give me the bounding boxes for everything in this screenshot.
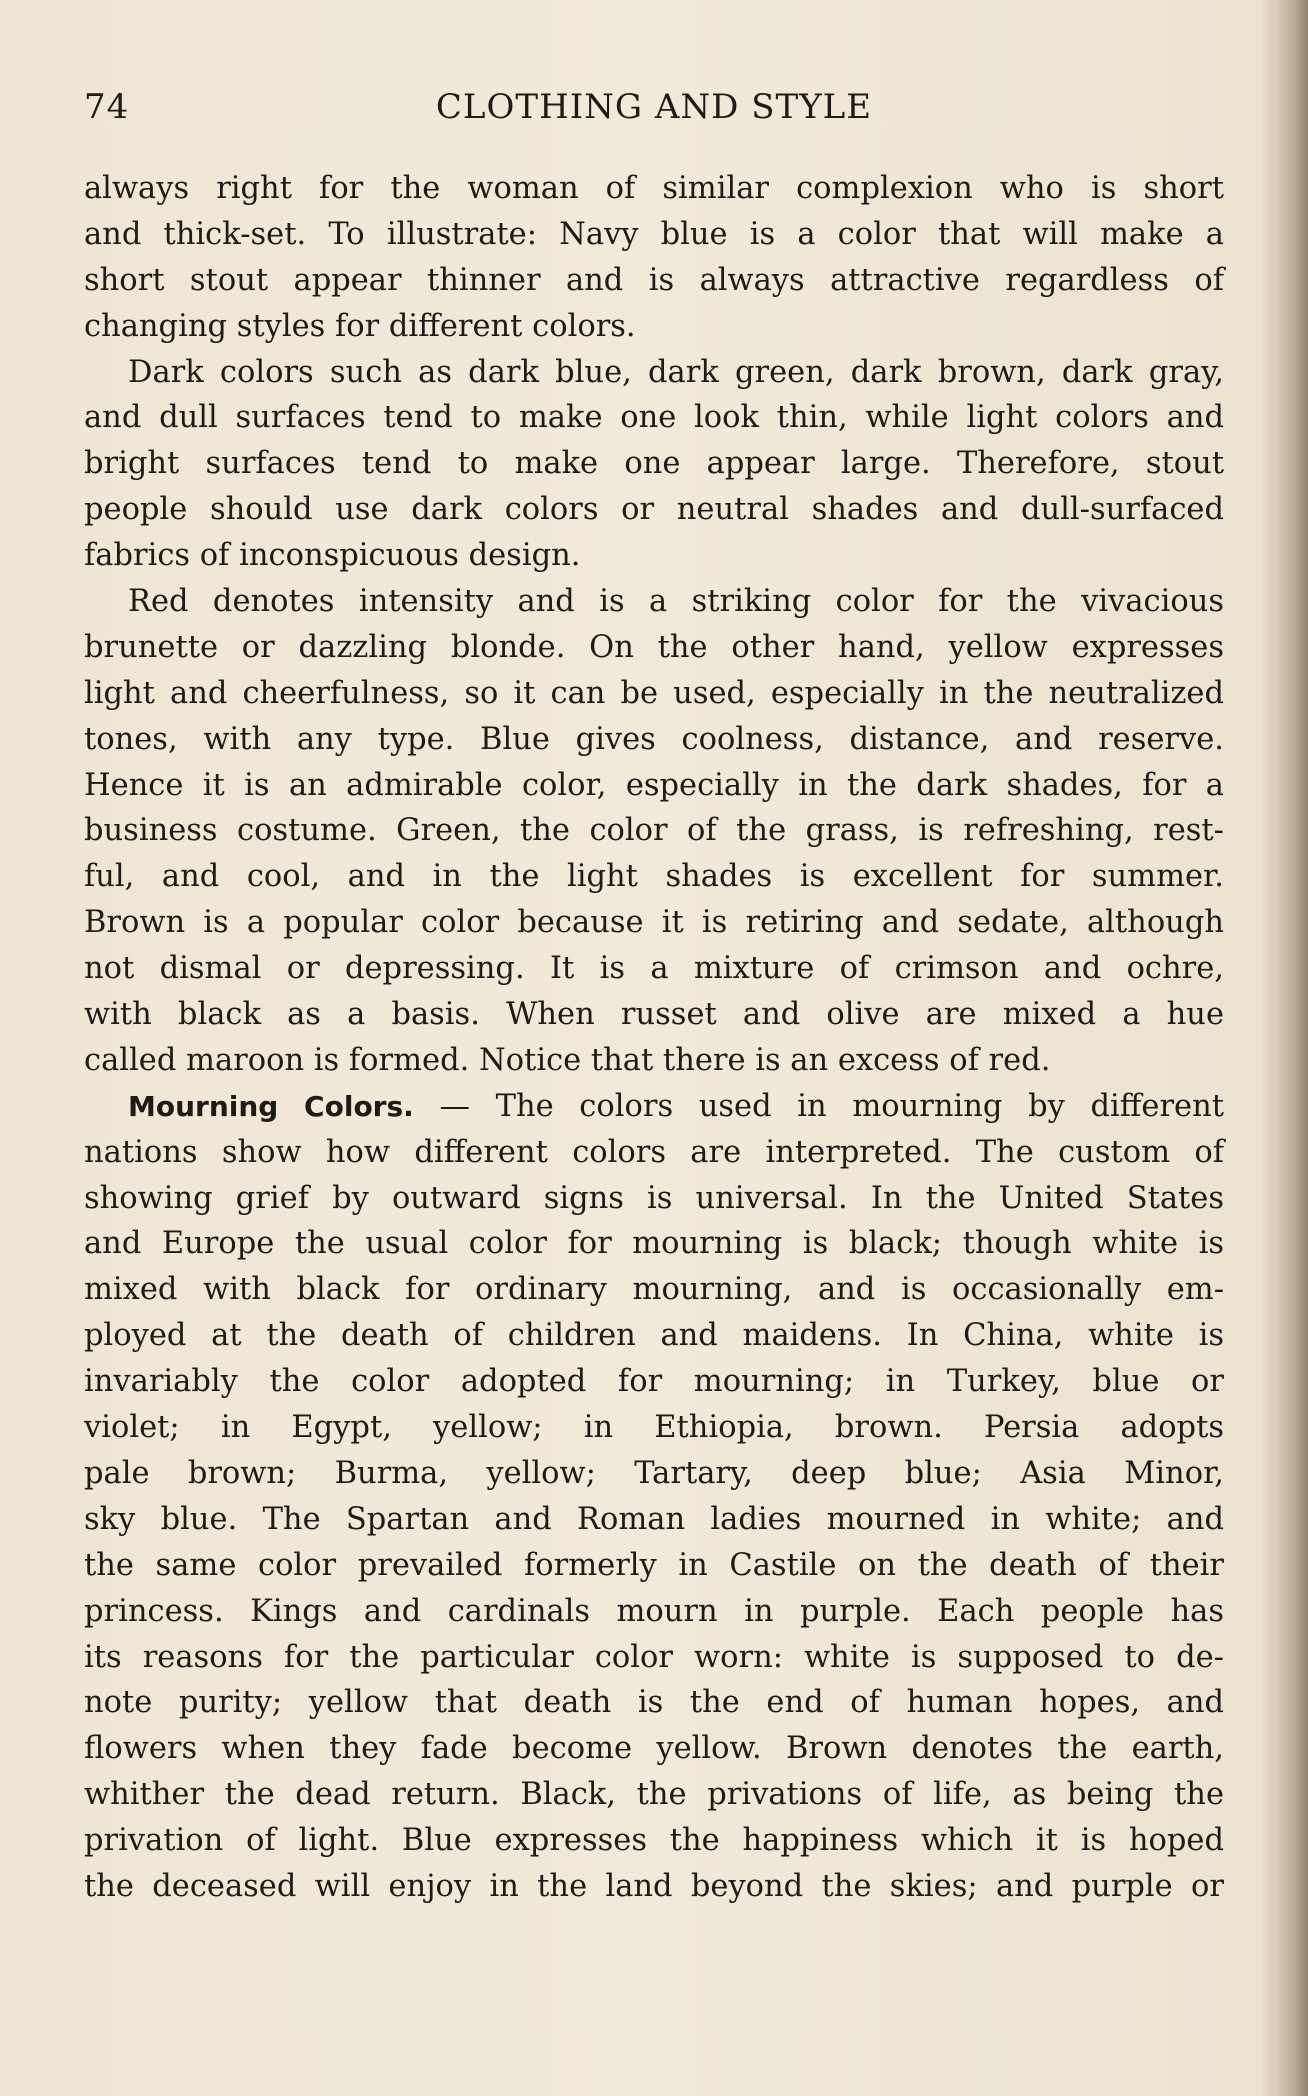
section-first-line bbox=[84, 1084, 1224, 1130]
text-line: called maroon is formed. Notice that there is an excess of red. bbox=[84, 1042, 1051, 1078]
section-heading: Mourning Colors. bbox=[128, 1089, 414, 1123]
text-line: changing styles for different colors. bbox=[84, 308, 636, 344]
text-line: showing grief by outward signs is universal. In the United States bbox=[84, 1180, 1224, 1216]
text-line: ful, and cool, and in the light shades is excellent for summer. bbox=[84, 859, 1224, 895]
page-edge-shadow bbox=[1260, 0, 1274, 2096]
page-number: 74 bbox=[84, 87, 130, 127]
text-line: business costume. Green, the color of the grass, is refreshing, rest- bbox=[84, 813, 1224, 849]
text-line: princess. Kings and cardinals mourn in purple. Each people has bbox=[84, 1593, 1224, 1629]
text-line: and Europe the usual color for mourning is black; though white is bbox=[84, 1226, 1224, 1262]
text-line: Red denotes intensity and is a striking color for the vivacious bbox=[128, 584, 1224, 620]
text-line: the same color prevailed formerly in Castile on the death of their bbox=[84, 1547, 1224, 1583]
text-line: always right for the woman of similar complexion who is short bbox=[84, 171, 1224, 206]
text-line: Dark colors such as dark blue, dark green, dark brown, dark gray, bbox=[128, 354, 1224, 390]
text-line: invariably the color adopted for mourning; in Turkey, blue or bbox=[84, 1364, 1224, 1400]
text-line: violet; in Egypt, yellow; in Ethiopia, brown. Persia adopts bbox=[84, 1410, 1224, 1446]
text-line: and thick-set. To illustrate: Navy blue is a color that will make a bbox=[84, 216, 1224, 252]
text-line: fabrics of inconspicuous design. bbox=[84, 538, 581, 574]
text-line: the deceased will enjoy in the land beyond the skies; and purple or bbox=[84, 1868, 1224, 1904]
text-line: brunette or dazzling blonde. On the other hand, yellow expresses bbox=[84, 629, 1224, 665]
text-line: short stout appear thinner and is always attractive regardless of bbox=[84, 262, 1224, 298]
text-line: not dismal or depressing. It is a mixture of crimson and ochre, bbox=[84, 951, 1224, 987]
text-line: flowers when they fade become yellow. Brown denotes the earth, bbox=[84, 1731, 1224, 1767]
text-line: nations show how different colors are interpreted. The custom of bbox=[84, 1134, 1224, 1170]
page-edge bbox=[1274, 0, 1308, 2096]
text-line: its reasons for the particular color worn: white is supposed to de- bbox=[84, 1639, 1224, 1675]
text-line: pale brown; Burma, yellow; Tartary, deep blue; Asia Minor, bbox=[84, 1455, 1224, 1491]
text-line: note purity; yellow that death is the end of human hopes, and bbox=[84, 1685, 1224, 1721]
text-line: bright surfaces tend to make one appear large. Therefore, stout bbox=[84, 446, 1224, 482]
text-line: privation of light. Blue expresses the happiness which it is hoped bbox=[84, 1823, 1224, 1859]
text-line: with black as a basis. When russet and olive are mixed a hue bbox=[84, 997, 1224, 1033]
text-line: Hence it is an admirable color, especially in the dark shades, for a bbox=[84, 767, 1224, 803]
text-line: light and cheerfulness, so it can be used, especially in the neutralized bbox=[84, 675, 1224, 711]
text-line: sky blue. The Spartan and Roman ladies mourned in white; and bbox=[84, 1501, 1224, 1537]
text-line: people should use dark colors or neutral shades and dull-surfaced bbox=[84, 492, 1224, 528]
text-line: whither the dead return. Black, the privations of life, as being the bbox=[84, 1777, 1224, 1813]
running-head: CLOTHING AND STYLE bbox=[435, 87, 873, 127]
page-header bbox=[84, 82, 1224, 132]
text-line: ployed at the death of children and maidens. In China, white is bbox=[84, 1318, 1224, 1354]
text-line: Brown is a popular color because it is retiring and sedate, although bbox=[84, 905, 1224, 941]
text-line: and dull surfaces tend to make one look thin, while light colors and bbox=[84, 400, 1224, 436]
section-first-line-text: — The colors used in mourning by different bbox=[413, 1088, 1225, 1124]
text-line: tones, with any type. Blue gives coolness, distance, and reserve. bbox=[84, 721, 1224, 757]
text-line: mixed with black for ordinary mourning, and is occasionally em- bbox=[84, 1272, 1224, 1308]
body-text bbox=[84, 166, 1224, 1910]
